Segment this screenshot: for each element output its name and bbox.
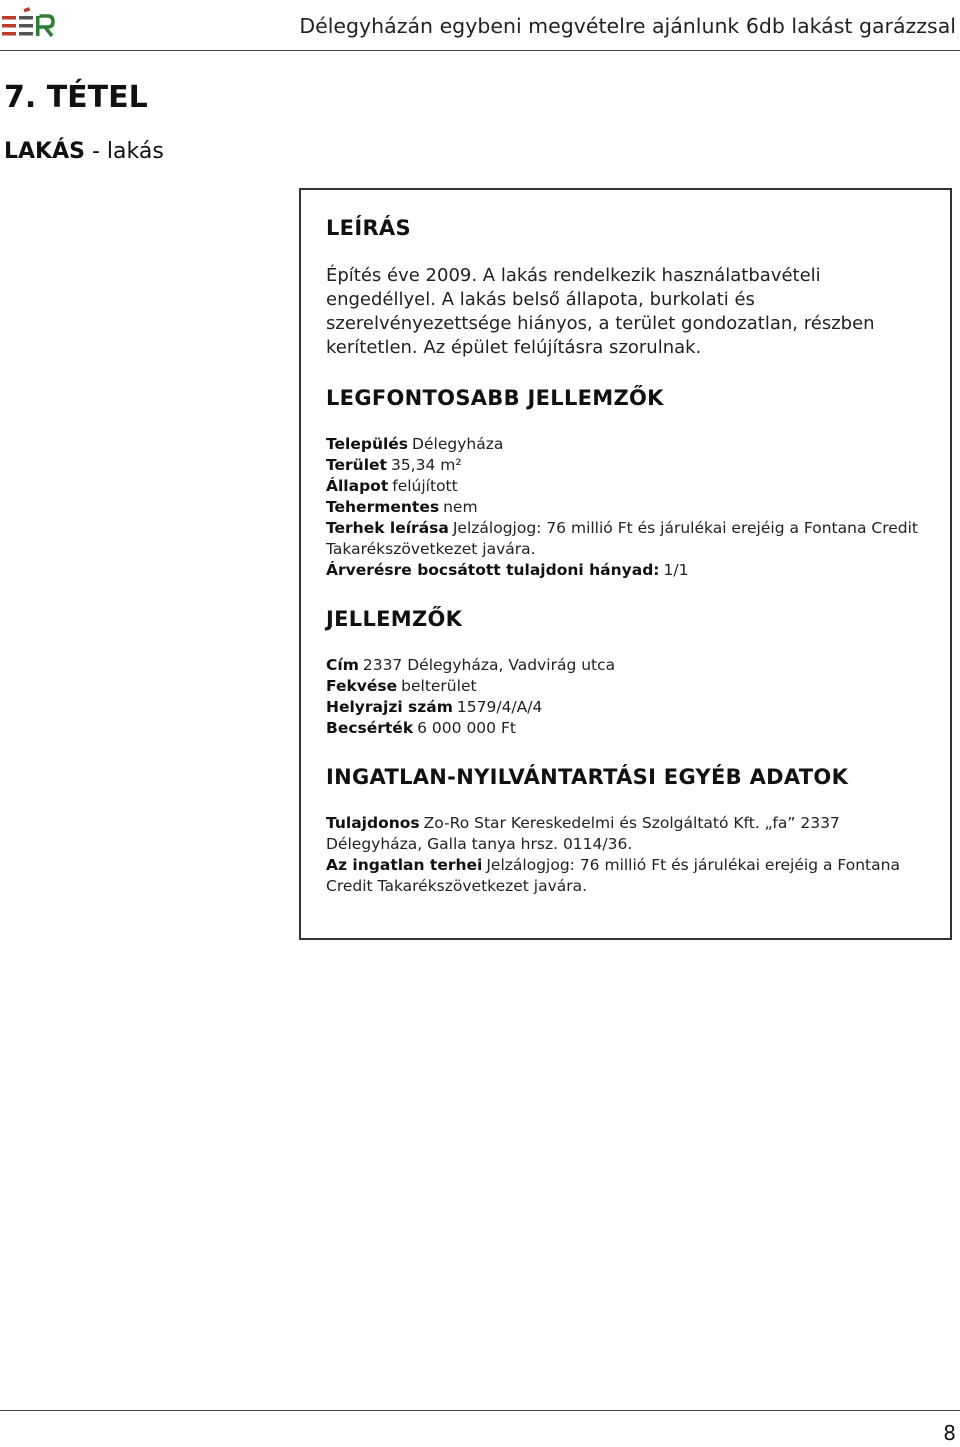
feature-label: Helyrajzi szám bbox=[326, 698, 453, 716]
item-title: 7. TÉTEL bbox=[4, 80, 148, 115]
header-divider bbox=[0, 50, 960, 51]
key-feature-row bbox=[326, 518, 926, 560]
document-title: Délegyházán egybeni megvételre ajánlunk 6db lakást garázzsal bbox=[299, 14, 956, 38]
page-header bbox=[0, 0, 960, 52]
registry-heading: INGATLAN-NYILVÁNTARTÁSI EGYÉB ADATOK bbox=[326, 765, 849, 789]
item-type bbox=[4, 139, 164, 164]
description-text: Építés éve 2009. A lakás rendelkezik használatbavételi engedéllyel. A lakás belső állapota, burkolati és szerelvényezettsége hiányos, a terület gondozatlan, részben kerítetlen. Az épület felújításra szorulnak. bbox=[326, 265, 875, 358]
key-feature-value: felújított bbox=[392, 477, 458, 495]
key-features-list bbox=[326, 434, 926, 581]
key-feature-value: 35,34 m² bbox=[390, 456, 462, 474]
feature-row bbox=[326, 697, 926, 718]
features-list bbox=[326, 655, 926, 739]
key-feature-row bbox=[326, 434, 926, 455]
key-feature-label: Település bbox=[326, 435, 409, 453]
features-heading: JELLEMZŐK bbox=[326, 607, 463, 631]
key-feature-row bbox=[326, 560, 926, 581]
key-feature-value: Jelzálogjog: 76 millió Ft és járulékai erejéig a Fontana Credit Takarékszövetkezet javára. bbox=[326, 519, 918, 558]
description-heading: LEÍRÁS bbox=[326, 216, 411, 240]
feature-row bbox=[326, 655, 926, 676]
panel-content bbox=[326, 216, 926, 897]
key-feature-label: Állapot bbox=[326, 477, 389, 495]
key-feature-row bbox=[326, 455, 926, 476]
feature-row bbox=[326, 718, 926, 739]
registry-row bbox=[326, 855, 926, 897]
page-number: 8 bbox=[943, 1421, 956, 1445]
registry-label: Az ingatlan terhei bbox=[326, 856, 483, 874]
item-type-main: LAKÁS bbox=[4, 139, 85, 164]
key-feature-value: Délegyháza bbox=[412, 435, 504, 453]
feature-label: Becsérték bbox=[326, 719, 414, 737]
feature-value: belterület bbox=[401, 677, 477, 695]
registry-label: Tulajdonos bbox=[326, 814, 420, 832]
key-feature-label: Árverésre bocsátott tulajdoni hányad: bbox=[326, 561, 660, 579]
feature-label: Cím bbox=[326, 656, 359, 674]
key-features-heading: LEGFONTOSABB JELLEMZŐK bbox=[326, 386, 664, 410]
key-feature-row bbox=[326, 476, 926, 497]
feature-value: 6 000 000 Ft bbox=[417, 719, 516, 737]
item-type-sub: - lakás bbox=[84, 139, 164, 164]
key-feature-label: Tehermentes bbox=[326, 498, 440, 516]
key-feature-value: 1/1 bbox=[663, 561, 689, 579]
key-feature-label: Terhek leírása bbox=[326, 519, 449, 537]
registry-row bbox=[326, 813, 926, 855]
property-details-panel bbox=[299, 188, 952, 940]
eer-logo bbox=[2, 6, 56, 42]
registry-value: Jelzálogjog: 76 millió Ft és járulékai erejéig a Fontana Credit Takarékszövetkezet javára. bbox=[326, 856, 900, 895]
key-feature-label: Terület bbox=[326, 456, 387, 474]
key-feature-value: nem bbox=[443, 498, 478, 516]
registry-value: Zo-Ro Star Kereskedelmi és Szolgáltató Kft. „fa” 2337 Délegyháza, Galla tanya hrsz. 0114/36. bbox=[326, 814, 840, 853]
registry-list bbox=[326, 813, 926, 897]
feature-value: 1579/4/A/4 bbox=[456, 698, 543, 716]
footer-divider bbox=[0, 1410, 960, 1411]
feature-value: 2337 Délegyháza, Vadvirág utca bbox=[362, 656, 616, 674]
feature-label: Fekvése bbox=[326, 677, 398, 695]
feature-row bbox=[326, 676, 926, 697]
key-feature-row bbox=[326, 497, 926, 518]
